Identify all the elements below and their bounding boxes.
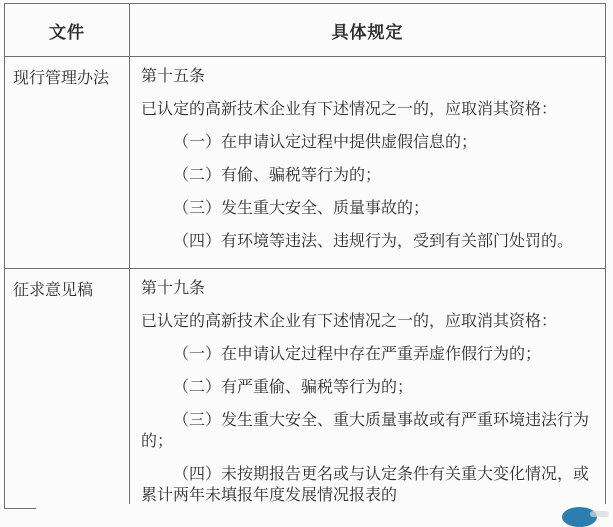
clause-item: （二）有偷、骗税等行为的； xyxy=(173,167,382,184)
row-draft-for-comments-label: 征求意见稿 xyxy=(5,269,130,508)
clause-item: （一）在申请认定过程中提供虚假信息的； xyxy=(173,134,478,151)
intro-clause: 已认定的高新技术企业有下述情况之一的，应取消其资格： xyxy=(141,313,558,330)
row-current-measures-label: 现行管理办法 xyxy=(5,57,130,269)
faded-logo-text xyxy=(590,511,609,517)
bottom-crop-overlay xyxy=(36,504,613,517)
header-cell-provision: 具体规定 xyxy=(130,4,605,57)
clause-item: （四）有环境等违法、违规行为，受到有关部门处罚的。 xyxy=(173,233,574,250)
row-current-measures-provisions xyxy=(130,57,605,269)
clause-item: （三）发生重大安全、质量事故的； xyxy=(173,200,430,217)
clause-item: （一）在申请认定过程中存在严重弄虚作假行为的； xyxy=(173,346,542,363)
clause-item: （四）未按期报告更名或与认定条件有关重大变化情况，或累计两年未填报年度发展情况报表的 xyxy=(141,466,590,504)
article-number: 第十五条 xyxy=(141,68,206,85)
header-cell-document: 文件 xyxy=(5,4,130,57)
clause-item: （三）发生重大安全、重大质量事故或有严重环境违法行为的； xyxy=(141,412,590,450)
article-number: 第十九条 xyxy=(141,280,206,297)
row-draft-for-comments-provisions xyxy=(130,269,605,508)
intro-clause: 已认定的高新技术企业有下述情况之一的，应取消其资格： xyxy=(141,101,558,118)
regulation-comparison-table xyxy=(4,3,606,509)
clause-item: （二）有严重偷、骗税等行为的； xyxy=(173,379,414,396)
partial-logo-icon xyxy=(562,507,597,527)
